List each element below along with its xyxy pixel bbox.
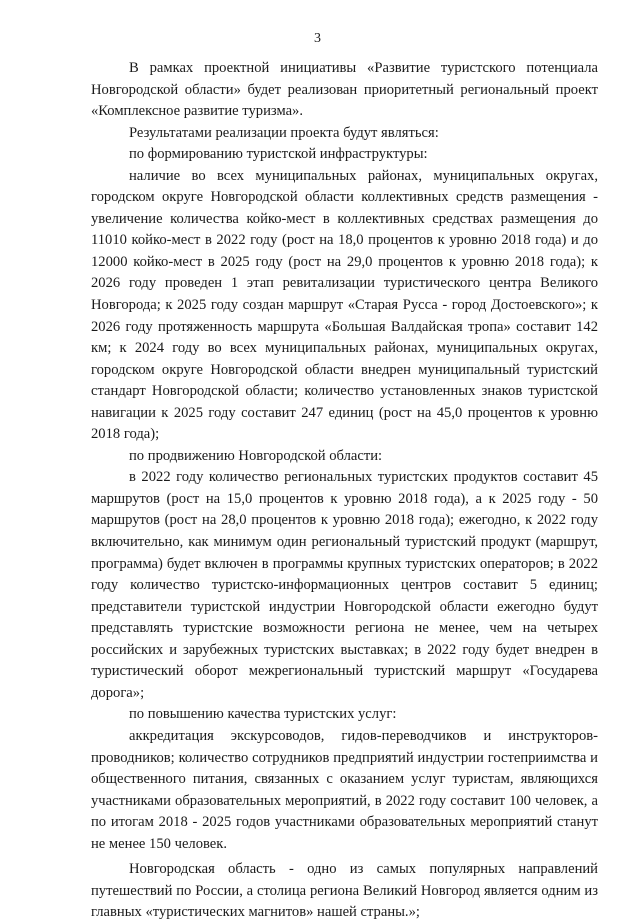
paragraph-quality-heading: по повышению качества туристских услуг: — [129, 706, 397, 723]
paragraph-infrastructure-heading: по формированию туристской инфраструктуры: — [129, 146, 428, 163]
page-number: 3 — [314, 31, 321, 46]
paragraph-conclusion: Новгородская область - одно из самых популярных направлений путешествий по России, а столица региона Великий Новгород является одним из главных «туристических магнитов» нашей страны.»; — [91, 861, 598, 921]
paragraph-intro: В рамках проектной инициативы «Развитие туристского потенциала Новгородской области» будет реализован приоритетный региональный проект «Комплексное развитие туризма». — [91, 60, 598, 120]
paragraph-quality-details: аккредитация экскурсоводов, гидов-переводчиков и инструкторов-проводников; количество сотрудников предприятий индустрии гостеприимства и общественного питания, связанных с оказанием услуг туристам, являющихся участниками образовательных мероприятий, в 2022 году составит 100 человек, а по итогам 2018 - 2025 годов участниками образовательных мероприятий станут не менее 150 человек. — [91, 727, 598, 852]
paragraph-results-heading: Результатами реализации проекта будут являться: — [129, 124, 439, 141]
paragraph-promotion-heading: по продвижению Новгородской области: — [129, 447, 383, 464]
paragraph-promotion-details: в 2022 году количество региональных туристских продуктов составит 45 маршрутов (рост на 15,0 процентов к уровню 2018 года), а к 2025 году - 50 маршрутов (рост на 28,0 процентов к уровню 2018 года); ежегодно, к 2022 году включительно, как минимум один региональный туристский продукт (маршрут, программа) будет включен в программы крупных туристских операторов; в 2022 году количество туристско-информационных центров составит 5 единиц; представители туристской индустрии Новгородской области ежегодно будут представлять туристские возможности региона не менее, чем на четырех российских и зарубежных туристских выставках; в 2022 году будет внедрен в туристический оборот межрегиональный туристский маршрут «Государева дорога»; — [91, 469, 598, 701]
document-body — [91, 58, 598, 924]
paragraph-infrastructure-details: наличие во всех муниципальных районах, муниципальных округах, городском округе Новгородской области коллективных средств размещения - увеличение количества койко-мест в коллективных средствах размещения до 11010 койко-мест в 2022 году (рост на 18,0 процентов к уровню 2018 года) и до 12000 койко-мест в 2025 году (рост на 29,0 процентов к уровню 2018 года); к 2026 году проведен 1 этап ревитализации туристического центра Великого Новгорода; к 2025 году создан маршрут «Старая Русса - город Достоевского»; к 2026 году протяженность маршрута «Большая Валдайская тропа» составит 142 км; к 2024 году во всех муниципальных районах, муниципальных округах, городском округе Новгородской области внедрен муниципальный туристский стандарт Новгородской области; количество установленных знаков туристской навигации к 2025 году составит 247 единиц (рост на 45,0 процентов к уровню 2018 года); — [91, 167, 598, 443]
